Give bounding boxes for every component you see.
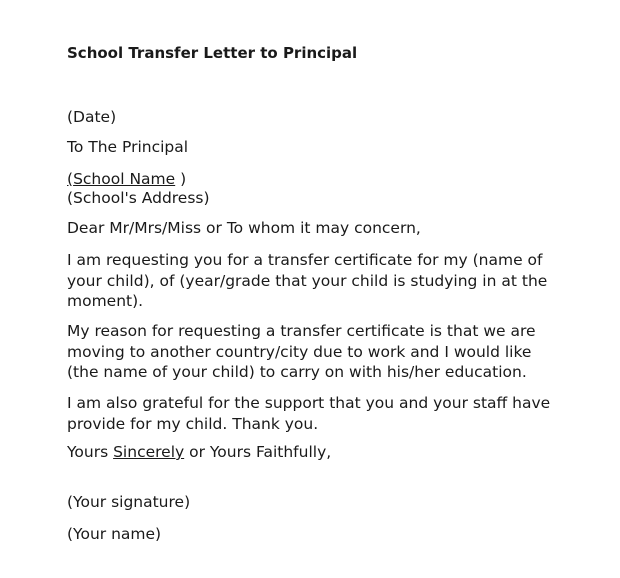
- school-name-close: ): [175, 170, 187, 188]
- school-name: School Name: [73, 170, 176, 188]
- paragraph-line: I am also grateful for the support that you and your staff have: [67, 394, 551, 412]
- paragraph-request: [67, 250, 567, 312]
- paragraph-line: your child), of (year/grade that your child is studying in at the: [67, 271, 548, 290]
- paragraph-line: moment).: [67, 292, 144, 310]
- paragraph-line: (the name of your child) to carry on with his/her education.: [67, 363, 527, 381]
- school-address-line: (School's Address): [67, 189, 210, 207]
- letter-title: School Transfer Letter to Principal: [67, 44, 358, 62]
- date-line: (Date): [67, 108, 117, 126]
- closing-line: [67, 442, 331, 462]
- closing-prefix: Yours: [67, 443, 114, 461]
- name-line: (Your name): [67, 525, 162, 543]
- paragraph-line: moving to another country/city due to work and I would like: [67, 342, 532, 361]
- paragraph-reason: [67, 321, 567, 383]
- paragraph-thanks: [67, 393, 567, 434]
- closing-sincerely: Sincerely: [113, 443, 185, 461]
- paragraph-line: My reason for requesting a transfer certificate is that we are: [67, 322, 536, 340]
- paragraph-line: provide for my child. Thank you.: [67, 414, 319, 433]
- school-name-open: (: [67, 170, 74, 188]
- signature-line: (Your signature): [67, 493, 191, 511]
- school-name-line: [67, 169, 186, 189]
- paragraph-line: I am requesting you for a transfer certificate for my (name of: [67, 251, 543, 269]
- recipient-line: To The Principal: [67, 138, 189, 156]
- closing-suffix: or Yours Faithfully,: [184, 443, 332, 461]
- salutation: Dear Mr/Mrs/Miss or To whom it may concern,: [67, 219, 421, 237]
